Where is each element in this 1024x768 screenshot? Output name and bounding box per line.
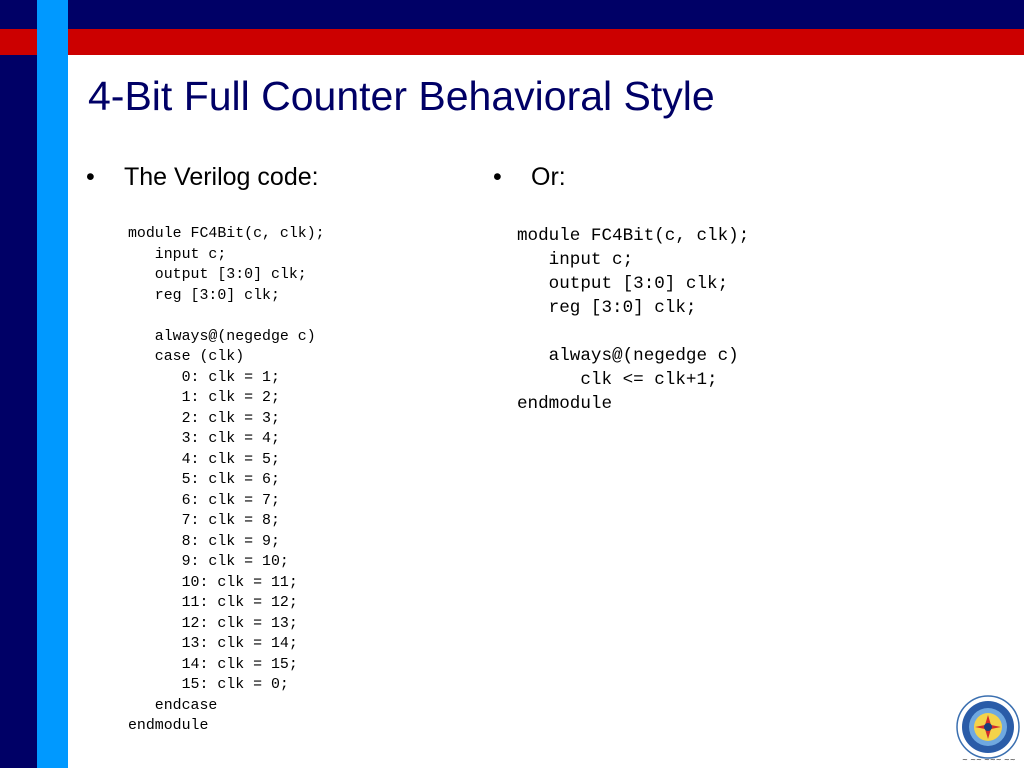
left-bullet — [86, 162, 319, 192]
top-red-bar — [0, 29, 1024, 55]
left-bullet-text: The Verilog code: — [124, 163, 319, 191]
left-navy-stripe — [0, 0, 37, 768]
slide-title: 4-Bit Full Counter Behavioral Style — [88, 73, 715, 119]
seal-caption: ~ ~~ ~~~ ~~ — [962, 756, 1016, 764]
university-seal-icon — [956, 695, 1020, 759]
top-navy-bar — [68, 0, 1024, 29]
verilog-increment-code: module FC4Bit(c, clk); input c; output [3:0] clk; reg [3:0] clk; always@(negedge c) clk <= clk+1; endmodule — [517, 226, 750, 414]
right-bullet — [493, 162, 566, 192]
verilog-case-code: module FC4Bit(c, clk); input c; output [3:0] clk; reg [3:0] clk; always@(negedge c) case (clk) 0: clk = 1; 1: clk = 2; 2: clk = 3; 3: clk = 4; 4: clk = 5; 5: clk = 6; 6: clk = 7; 7: clk = 8; 8: clk = 9; 9: clk = 10; 10: clk = 11; 11: clk = 12; 12: clk = 13; 13: clk = 14; 14: clk = 15; 15: clk = 0; endcase endmodule — [128, 226, 325, 734]
bullet-dot: • — [493, 163, 502, 191]
left-cyan-stripe — [37, 0, 68, 768]
cyan-stripe-over-red — [37, 29, 68, 55]
red-bar-corner — [0, 29, 37, 55]
right-bullet-text: Or: — [531, 163, 566, 191]
bullet-dot: • — [86, 163, 95, 191]
